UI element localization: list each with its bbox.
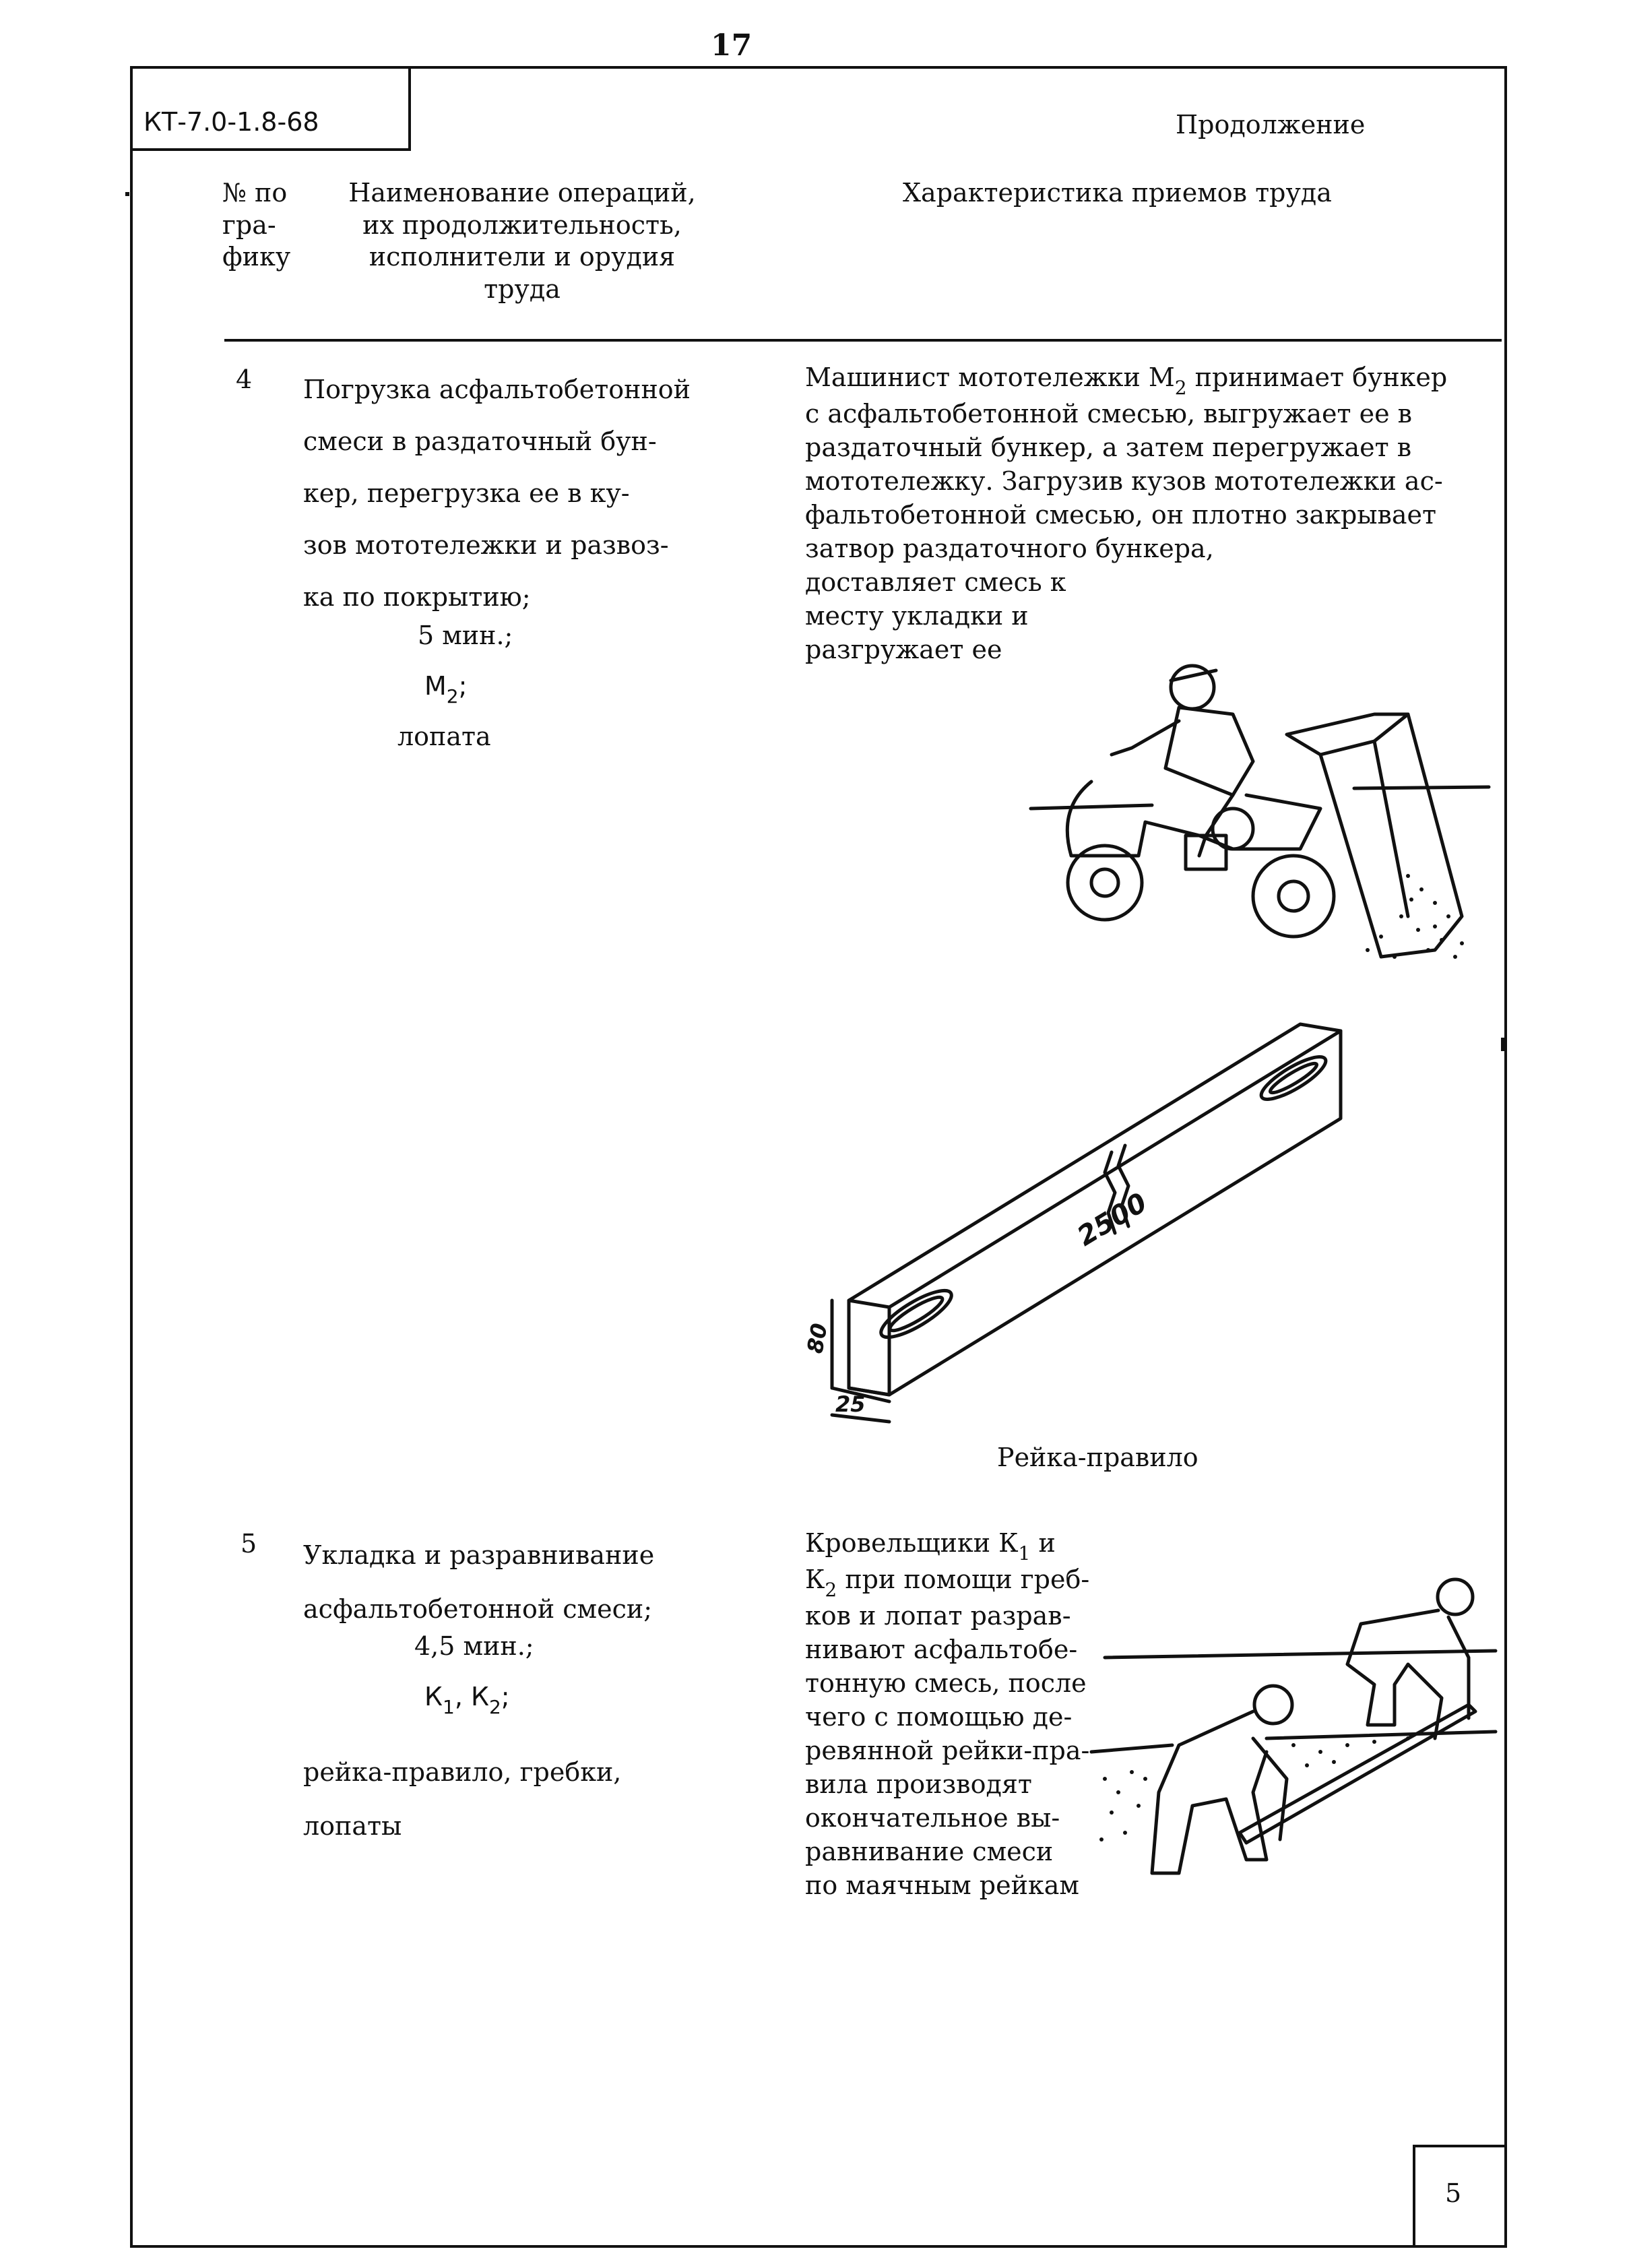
screed-rule-illustration bbox=[802, 1011, 1368, 1428]
row4-worker: $М_2$; bbox=[424, 671, 468, 707]
page-number: 17 bbox=[711, 28, 753, 63]
row5-duration: 4,5 мин.; bbox=[414, 1631, 534, 1661]
row4-duration: 5 мин.; bbox=[418, 621, 513, 650]
corner-number: 5 bbox=[1445, 2178, 1462, 2208]
dim-height: 80 bbox=[802, 1321, 833, 1356]
row5-number: 5 bbox=[241, 1529, 257, 1558]
row5-description: Кровельщики $К_1$ и $К_2$ при помощи греб- ков и лопат разрав- нивают асфальтобе- тонную смесь, после чего с помощью де- ревянной рейки-пра- вила производят окончательное вы- равнивание смеси по маячным рейкам bbox=[805, 1528, 1090, 1900]
workers-illustration bbox=[1091, 1577, 1496, 1914]
row4-description: Машинист мототележки $М_2$ принимает бункер с асфальтобетонной смесью, выгружает ее в раздаточный бункер, а затем перегружает в мототележку. Загрузив кузов мототележки ас- фальтобетонной смесью, он плотно закрывает затвор раздаточного бункера, доставляет смесь к месту укладки и разгружает ее bbox=[805, 363, 1448, 664]
row5-workers: $К_1$, $К_2$; bbox=[424, 1682, 510, 1718]
header-col-number: № по гра- фику bbox=[222, 178, 291, 272]
header-col-name: Наименование операций, их продолжительность, исполнители и орудия труда bbox=[348, 178, 696, 304]
row5-operation: Укладка и разравнивание асфальтобетонной смеси; bbox=[303, 1540, 655, 1624]
figure-caption: Рейка-правило bbox=[997, 1443, 1198, 1472]
row4-operation: Погрузка асфальтобетонной смеси в раздаточный бун- кер, перегрузка ее в ку- зов мототележки и развоз- ка по покрытию; bbox=[303, 375, 691, 612]
dim-thickness: 25 bbox=[835, 1391, 866, 1417]
doc-code: КТ-7.0-1.8-68 bbox=[143, 107, 319, 137]
dim-length: 2500 bbox=[1072, 1187, 1153, 1253]
row4-tool: лопата bbox=[397, 722, 491, 751]
margin-mark-left bbox=[125, 192, 129, 196]
continuation-label: Продолжение bbox=[1176, 110, 1366, 139]
motorcart-illustration bbox=[1031, 633, 1489, 1011]
header-divider bbox=[224, 339, 1502, 342]
row5-tools: рейка-правило, гребки, лопаты bbox=[303, 1757, 622, 1841]
row4-number: 4 bbox=[236, 365, 253, 394]
margin-mark-right bbox=[1501, 1038, 1505, 1051]
header-col-description: Характеристика приемов труда bbox=[903, 178, 1332, 208]
